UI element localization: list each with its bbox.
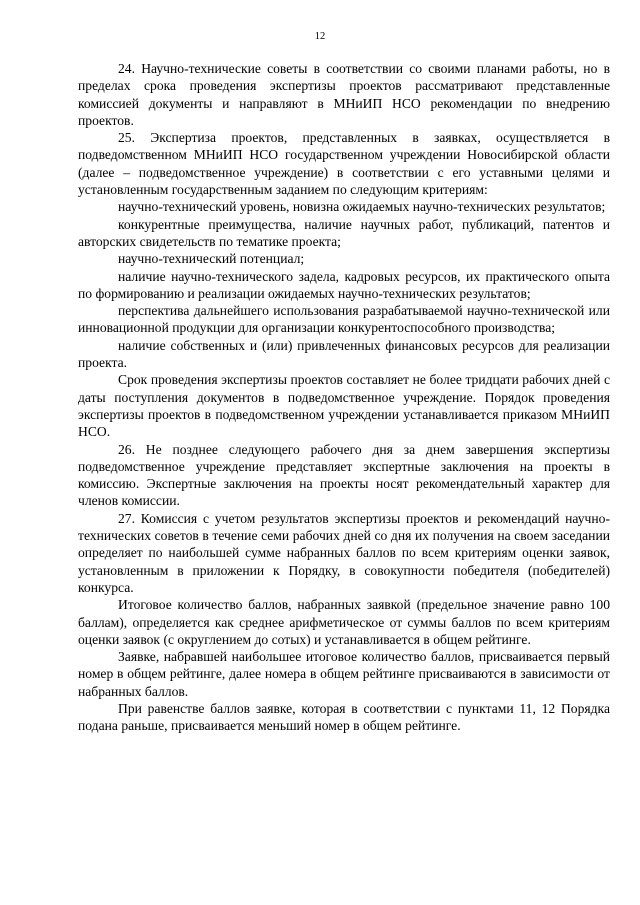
document-body: [78, 60, 610, 735]
paragraph-rating: Заявке, набравшей наибольшее итоговое количество баллов, присваивается первый номер в общем рейтинге, далее номера в общем рейтинге присваиваются в зависимости от набранных баллов.: [78, 649, 610, 699]
criterion-item: наличие научно-технического задела, кадровых ресурсов, их практического опыта по формированию и реализации ожидаемых научно-технических результатов;: [78, 268, 610, 301]
paragraph-total-score: Итоговое количество баллов, набранных заявкой (предельное значение равно 100 баллам), определяется как среднее арифметическое от суммы баллов по всем критериям оценки заявок (с округлением до сотых) и устанавливается в общем рейтинге.: [78, 597, 610, 647]
paragraph-expertise-term: Срок проведения экспертизы проектов составляет не более тридцати рабочих дней с даты поступления документов в подведомственное учреждение. Порядок проведения экспертизы проектов в подведомственном учреждении устанавливается приказом МНиИП НСО.: [78, 372, 610, 440]
criterion-item: научно-технический потенциал;: [118, 251, 305, 267]
criterion-item: научно-технический уровень, новизна ожидаемых научно-технических результатов;: [118, 199, 606, 215]
criterion-item: наличие собственных и (или) привлеченных финансовых ресурсов для реализации проекта.: [78, 337, 610, 371]
paragraph-26: 26. Не позднее следующего рабочего дня за днем завершения экспертизы подведомственное учреждение представляет экспертные заключения на проекты в комиссию. Экспертные заключения на проекты носят рекомендательный характер для членов комиссии.: [78, 441, 610, 509]
paragraph-27: 27. Комиссия с учетом результатов экспертизы проектов и рекомендаций научно-технических советов в течение семи рабочих дней со дня их получения на своем заседании определяет по наибольшей сумме набранных баллов по всем критериям оценки заявок, установленным в приложении к Порядку, в совокупности победителя (победителей) конкурса.: [78, 510, 610, 595]
criterion-item: конкурентные преимущества, наличие научных работ, публикаций, патентов и авторских свидетельств по тематике проекта;: [78, 216, 610, 249]
paragraph-24: 24. Научно-технические советы в соответствии со своими планами работы, но в пределах срока проведения экспертизы проектов рассматривают представленные комиссией документы и направляют в МНиИП НСО рекомендации по внедрению проектов.: [78, 61, 610, 128]
criterion-item: перспектива дальнейшего использования разрабатываемой научно-технической или инновационной продукции для организации конкурентоспособного производства;: [78, 303, 610, 336]
page-number: 12: [314, 31, 326, 42]
paragraph-25: 25. Экспертиза проектов, представленных в заявках, осуществляется в подведомственном МНиИП НСО государственном учреждении Новосибирской области (далее – подведомственное учреждение) в соответствии с его уставными целями и установленным государственным заданием по следующим критериям:: [78, 130, 610, 198]
paragraph-tie-break: При равенстве баллов заявке, которая в соответствии с пунктами 11, 12 Порядка подана раньше, присваивается меньший номер в общем рейтинге.: [78, 700, 610, 734]
